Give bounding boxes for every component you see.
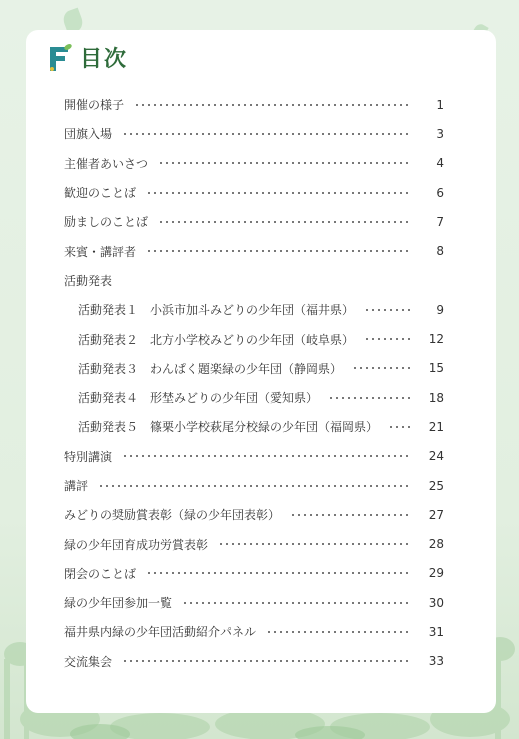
title-row: [44, 42, 128, 73]
toc-entry-page: 7: [436, 214, 444, 229]
dot-leader: [182, 602, 412, 604]
toc-entry-page: 12: [428, 332, 444, 347]
toc-entry[interactable]: [64, 471, 444, 500]
dot-leader: [98, 485, 412, 487]
toc-card: [26, 30, 496, 713]
toc-entry[interactable]: [64, 236, 444, 265]
toc-entry-page: 1: [436, 97, 444, 112]
toc-entry-page: 31: [428, 624, 444, 639]
dot-leader: [364, 338, 412, 340]
toc-entry-page: 25: [428, 478, 444, 493]
toc-entry-page: 29: [428, 566, 444, 581]
dot-leader: [122, 660, 412, 662]
toc-entry[interactable]: [64, 500, 444, 529]
toc-entry-label: 講評: [64, 479, 89, 493]
toc-entry[interactable]: [64, 354, 444, 383]
toc-entry[interactable]: [64, 442, 444, 471]
toc-entry[interactable]: [64, 559, 444, 588]
toc-entry-label: みどりの奨励賞表彰（緑の少年団表彰）: [64, 508, 281, 523]
dot-leader: [122, 133, 412, 135]
toc-entry[interactable]: [64, 383, 444, 412]
toc-entry-label: 活動発表１ 小浜市加斗みどりの少年団（福井県）: [78, 303, 355, 318]
toc-entry-page: 28: [428, 537, 444, 552]
toc-entry[interactable]: [64, 149, 444, 178]
toc-entry-page: 8: [436, 244, 444, 259]
toc-entry-label: 団旗入場: [64, 127, 113, 142]
dot-leader: [146, 572, 412, 574]
toc-entry[interactable]: [64, 529, 444, 558]
toc-entry-page: 30: [428, 595, 444, 610]
toc-entry[interactable]: [64, 119, 444, 148]
dot-leader: [134, 104, 412, 106]
toc-entry[interactable]: [64, 647, 444, 676]
toc-entry-label: 活動発表: [64, 273, 113, 288]
toc-entry-label: 歓迎のことば: [64, 186, 137, 201]
toc-entry[interactable]: [64, 266, 444, 295]
toc-list: [64, 90, 444, 676]
dot-leader: [146, 250, 412, 252]
dot-leader: [218, 543, 412, 545]
toc-entry-page: 27: [428, 507, 444, 522]
toc-entry-page: 9: [436, 302, 444, 317]
dot-leader: [290, 514, 412, 516]
toc-entry-label: 閉会のことば: [64, 566, 137, 581]
toc-entry-page: 4: [436, 156, 444, 171]
dot-leader: [266, 631, 412, 633]
toc-entry[interactable]: [64, 324, 444, 353]
toc-entry-page: 21: [428, 419, 444, 434]
toc-entry-label: 来賓・講評者: [64, 244, 137, 259]
dot-leader: [158, 162, 412, 164]
toc-entry-label: 開催の様子: [64, 98, 125, 113]
logo-f-icon: [44, 43, 72, 73]
toc-entry-label: 活動発表２ 北方小学校みどりの少年団（岐阜県）: [78, 332, 355, 347]
toc-entry[interactable]: [64, 588, 444, 617]
toc-entry-label: 緑の少年団参加一覧: [64, 596, 173, 611]
toc-entry[interactable]: [64, 90, 444, 119]
toc-entry-label: 主催者あいさつ: [64, 156, 149, 171]
toc-entry-label: 福井県内緑の少年団活動紹介パネル: [64, 625, 257, 640]
toc-entry[interactable]: [64, 295, 444, 324]
dot-leader: [328, 397, 412, 399]
dot-leader: [122, 455, 412, 457]
toc-entry-page: 24: [428, 449, 444, 464]
toc-entry[interactable]: [64, 412, 444, 441]
dot-leader: [146, 192, 412, 194]
dot-leader: [158, 221, 412, 223]
toc-entry-label: 励ましのことば: [64, 215, 149, 230]
dot-leader: [388, 426, 412, 428]
toc-entry-page: 33: [428, 654, 444, 669]
toc-entry-label: 活動発表３ わんぱく題楽緑の少年団（静岡県）: [78, 361, 343, 376]
page-title: 目次: [80, 47, 129, 72]
dot-leader: [352, 367, 412, 369]
toc-entry-label: 活動発表５ 篠栗小学校萩尾分校緑の少年団（福岡県）: [78, 420, 379, 435]
toc-entry[interactable]: [64, 207, 444, 236]
toc-entry-label: 特別講演: [64, 449, 113, 464]
toc-entry[interactable]: [64, 617, 444, 646]
toc-entry-label: 交流集会: [64, 654, 113, 669]
toc-entry-page: 6: [436, 185, 444, 200]
toc-entry-label: 活動発表４ 形埜みどりの少年団（愛知県）: [78, 391, 319, 406]
toc-entry[interactable]: [64, 178, 444, 207]
toc-entry-page: 18: [428, 390, 444, 405]
toc-entry-page: 3: [436, 126, 444, 141]
dot-leader: [364, 309, 412, 311]
toc-entry-label: 緑の少年団育成功労賞表彰: [64, 537, 209, 552]
toc-entry-page: 15: [428, 361, 444, 376]
